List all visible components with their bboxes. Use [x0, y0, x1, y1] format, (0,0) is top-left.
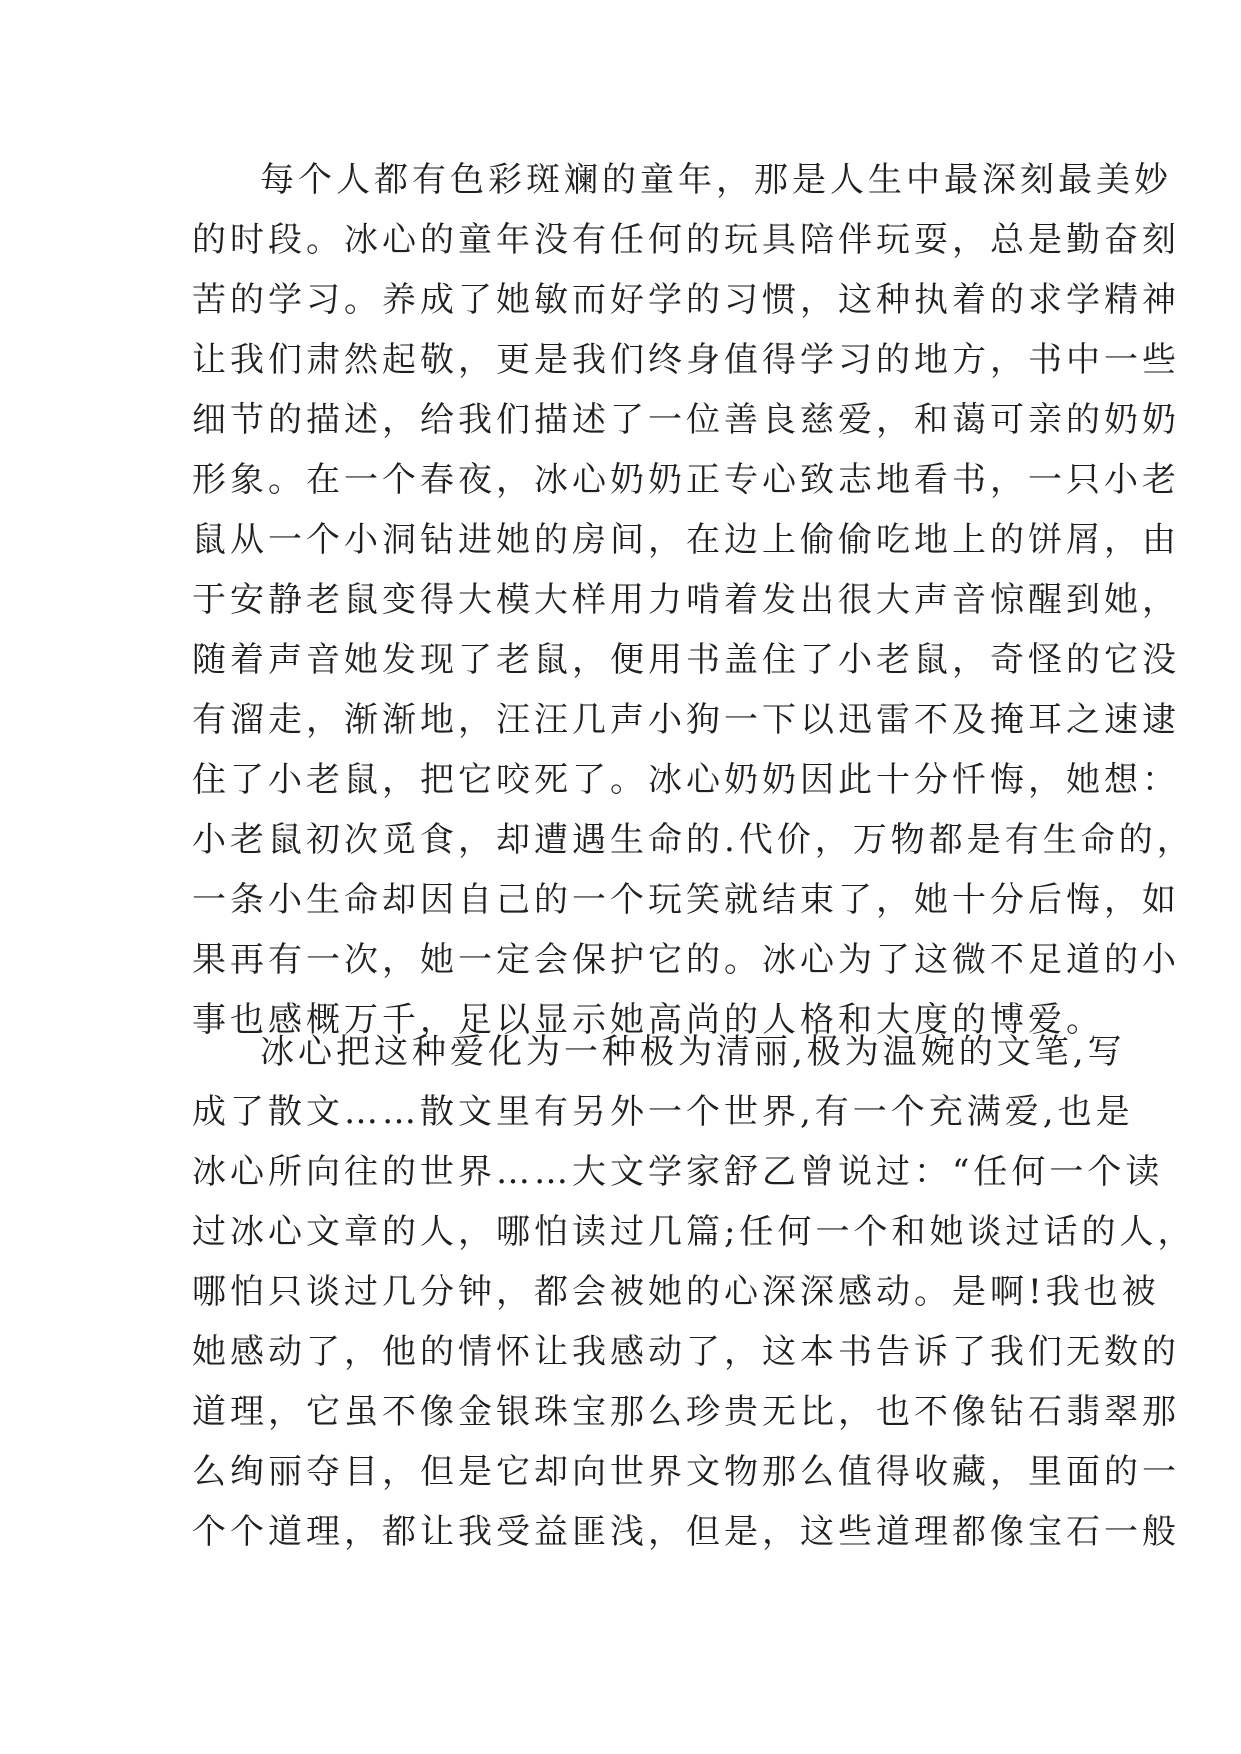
text-line: 小老鼠初次觅食，却遭遇生命的.代价，万物都是有生命的， [192, 820, 1195, 860]
text-line: 过冰心文章的人，哪怕读过几篇;任何一个和她谈过话的人， [192, 1212, 1196, 1252]
text-line: 鼠从一个小洞钻进她的房间，在边上偷偷吃地上的饼屑，由 [192, 520, 1180, 560]
paragraph-2 [192, 1022, 1196, 1562]
text-line: 果再有一次，她一定会保护它的。冰心为了这微不足道的小 [192, 940, 1180, 980]
text-line: 一条小生命却因自己的一个玩笑就结束了，她十分后悔，如 [192, 880, 1180, 920]
text-line: 哪怕只谈过几分钟，都会被她的心深深感动。是啊!我也被 [192, 1272, 1160, 1312]
text-line: 苦的学习。养成了她敏而好学的习惯，这种执着的求学精神 [192, 280, 1180, 320]
text-line: 让我们肃然起敬，更是我们终身值得学习的地方，书中一些 [192, 340, 1180, 380]
text-line: 冰心把这种爱化为一种极为清丽,极为温婉的文笔,写 [260, 1032, 1126, 1072]
text-line: 于安静老鼠变得大模大样用力啃着发出很大声音惊醒到她， [192, 580, 1180, 620]
text-line: 事也感概万千，足以显示她高尚的人格和大度的博爱。 [192, 1000, 1104, 1040]
text-line: 么绚丽夺目，但是它却向世界文物那么值得收藏，里面的一 [192, 1452, 1180, 1492]
text-line: 她感动了，他的情怀让我感动了，这本书告诉了我们无数的 [192, 1332, 1180, 1372]
text-line: 个个道理，都让我受益匪浅，但是，这些道理都像宝石一般 [192, 1512, 1180, 1552]
text-line: 成了散文……散文里有另外一个世界,有一个充满爱,也是 [192, 1092, 1134, 1132]
text-line: 随着声音她发现了老鼠，便用书盖住了小老鼠，奇怪的它没 [192, 640, 1180, 680]
text-line: 道理，它虽不像金银珠宝那么珍贵无比，也不像钻石翡翠那 [192, 1392, 1180, 1432]
text-line: 的时段。冰心的童年没有任何的玩具陪伴玩耍，总是勤奋刻 [192, 220, 1180, 260]
text-line: 冰心所向往的世界……大文学家舒乙曾说过：“任何一个读 [192, 1152, 1164, 1192]
text-line: 每个人都有色彩斑斓的童年，那是人生中最深刻最美妙 [260, 160, 1172, 200]
text-line: 细节的描述，给我们描述了一位善良慈爱，和蔼可亲的奶奶 [192, 400, 1180, 440]
text-line: 形象。在一个春夜，冰心奶奶正专心致志地看书，一只小老 [192, 460, 1180, 500]
text-line: 有溜走，渐渐地，汪汪几声小狗一下以迅雷不及掩耳之速逮 [192, 700, 1180, 740]
text-line: 住了小老鼠，把它咬死了。冰心奶奶因此十分忏悔，她想： [192, 760, 1180, 800]
paragraph-1 [192, 150, 1195, 1050]
